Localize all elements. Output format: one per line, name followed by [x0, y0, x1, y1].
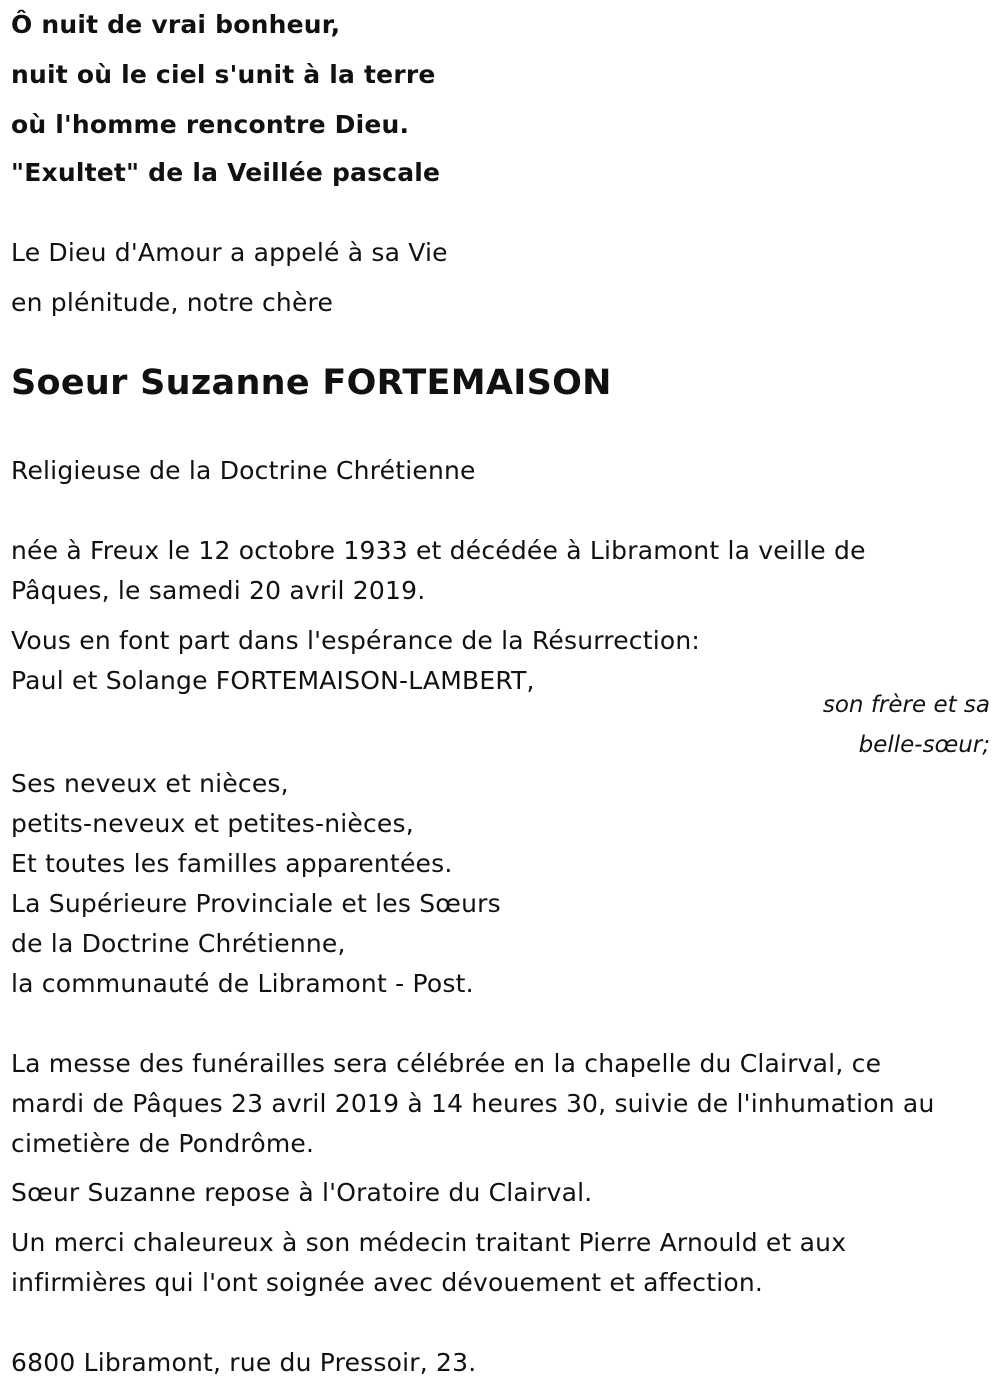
epigraph-line-3: où l'homme rencontre Dieu. — [11, 110, 410, 139]
family-member-line: la communauté de Libramont - Post. — [11, 969, 474, 998]
family-member-line: La Supérieure Provinciale et les Sœurs — [11, 889, 501, 918]
rest-location: Sœur Suzanne repose à l'Oratoire du Clairval. — [11, 1178, 593, 1207]
family-member-line: Ses neveux et nièces, — [11, 769, 289, 798]
deceased-name: Soeur Suzanne FORTEMAISON — [11, 363, 612, 403]
family-brother-relation-1: son frère et sa — [822, 692, 990, 718]
address: 6800 Libramont, rue du Pressoir, 23. — [11, 1348, 477, 1377]
intro-line-1: Le Dieu d'Amour a appelé à sa Vie — [11, 238, 448, 267]
thanks-line-2: infirmières qui l'ont soignée avec dévouement et affection. — [11, 1268, 764, 1297]
birth-death-line-1: née à Freux le 12 octobre 1933 et décédée à Libramont la veille de — [11, 536, 866, 565]
deceased-title: Religieuse de la Doctrine Chrétienne — [11, 456, 476, 485]
family-member-line: petits-neveux et petites-nièces, — [11, 809, 414, 838]
family-brother: Paul et Solange FORTEMAISON-LAMBERT, — [11, 666, 535, 695]
epigraph-source: "Exultet" de la Veillée pascale — [11, 158, 441, 187]
funeral-line-1: La messe des funérailles sera célébrée en la chapelle du Clairval, ce — [11, 1049, 882, 1078]
family-member-line: Et toutes les familles apparentées. — [11, 849, 453, 878]
birth-death-line-2: Pâques, le samedi 20 avril 2019. — [11, 576, 426, 605]
family-intro: Vous en font part dans l'espérance de la Résurrection: — [11, 626, 701, 655]
funeral-line-3: cimetière de Pondrôme. — [11, 1129, 315, 1158]
epigraph-line-2: nuit où le ciel s'unit à la terre — [11, 60, 436, 89]
epigraph-line-1: Ô nuit de vrai bonheur, — [11, 10, 341, 39]
thanks-line-1: Un merci chaleureux à son médecin traitant Pierre Arnould et aux — [11, 1228, 847, 1257]
funeral-line-2: mardi de Pâques 23 avril 2019 à 14 heures 30, suivie de l'inhumation au — [11, 1089, 935, 1118]
family-brother-relation-2: belle-sœur; — [858, 732, 990, 758]
intro-line-2: en plénitude, notre chère — [11, 288, 334, 317]
family-member-line: de la Doctrine Chrétienne, — [11, 929, 346, 958]
